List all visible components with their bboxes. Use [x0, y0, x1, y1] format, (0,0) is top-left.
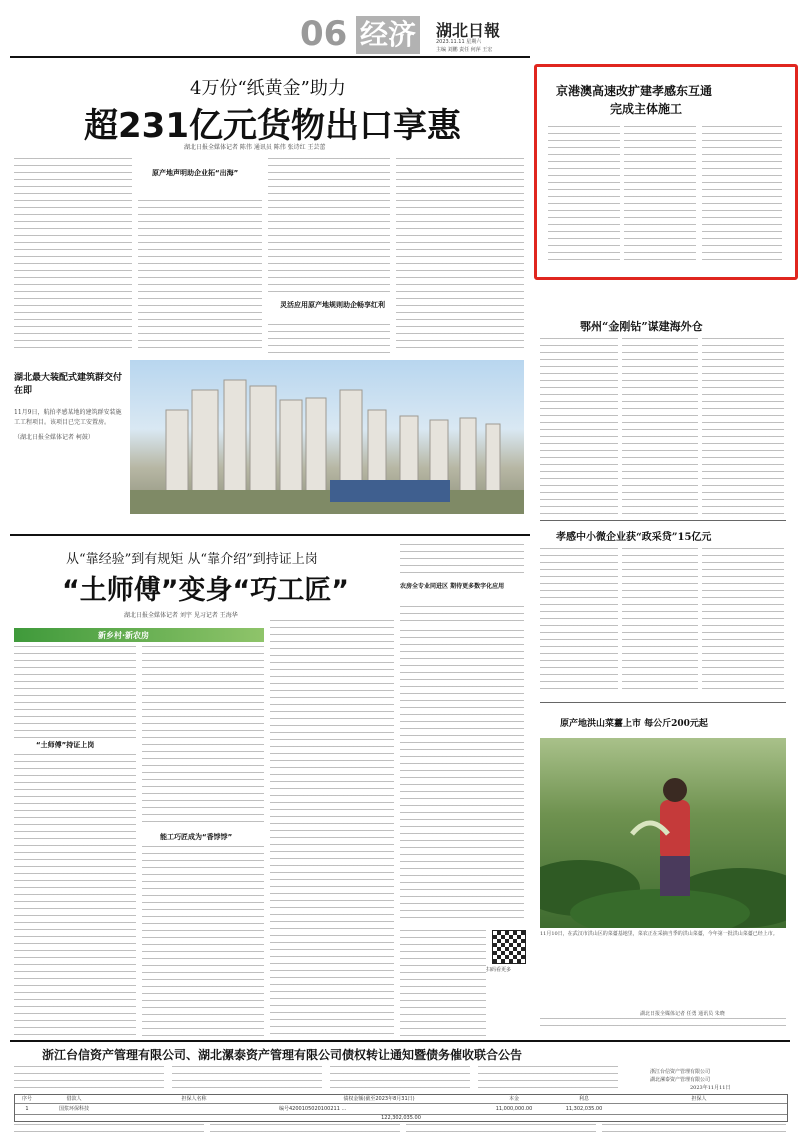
boxed-story-title-1: 京港澳高速改扩建孝感东互通	[556, 84, 713, 98]
notice-closing-right: 湖北漯泰资产管理有限公司	[650, 1077, 711, 1083]
boxed-story-col-1	[548, 126, 620, 266]
td-5: 11,000,000.00	[495, 1106, 533, 1112]
column-banner-label: 新乡村·新农房	[98, 631, 150, 640]
td-2: 国浆环保科技	[58, 1106, 89, 1112]
feature-subhead-1: “土师傅”持证上岗	[36, 741, 95, 749]
lead-col-4	[396, 158, 524, 354]
market-photo	[540, 738, 786, 928]
xiaogan-col-1	[540, 548, 618, 694]
boxed-story-title-2: 完成主体施工	[610, 102, 683, 116]
photo-caption-title: 湖北最大装配式建筑群交付在即	[14, 373, 123, 396]
notice-table	[14, 1094, 788, 1122]
xiaogan-col-2	[622, 548, 698, 694]
lead-title: 超231亿元货物出口享惠	[84, 106, 461, 146]
feature-col-4	[400, 630, 524, 924]
notice-footer-2	[210, 1124, 400, 1138]
feature-right-col-a	[400, 606, 524, 626]
td-6: 11,302,035.00	[565, 1106, 603, 1112]
xiaogan-col-3	[702, 548, 784, 694]
th-7: 担保人	[691, 1096, 707, 1102]
notice-footer-1	[14, 1124, 204, 1138]
lead-col-1	[14, 158, 132, 354]
lead-col-2	[138, 200, 262, 354]
notice-date: 2023年11月11日	[690, 1085, 731, 1091]
masthead-rule	[10, 56, 530, 58]
ezhou-title: 鄂州“金刚钻”谋建海外仓	[580, 320, 703, 333]
notice-footer-3	[406, 1124, 596, 1138]
th-5: 本金	[508, 1096, 519, 1102]
buildings-photo	[130, 360, 524, 514]
td-1: 1	[25, 1106, 29, 1112]
lead-box-1: 原产地声明助企业拓“出海”	[152, 169, 239, 177]
market-title: 原产地洪山菜薹上市 每公斤200元起	[560, 719, 708, 729]
notice-body-2	[172, 1066, 322, 1092]
divider-xiaogan	[540, 520, 786, 521]
market-credit: 湖北日报全媒体记者 任勇 通讯员 朱晓	[640, 1011, 725, 1017]
th-6: 利息	[578, 1096, 589, 1102]
feature-kicker: 从“靠经验”到有规矩 从“靠介绍”到持证上岗	[66, 552, 318, 567]
feature-col-4b	[400, 930, 486, 1036]
farmer-illustration	[540, 738, 786, 928]
notice-body-1	[14, 1066, 164, 1092]
th-3: 担保人名称	[181, 1096, 207, 1102]
feature-title: “土师傅”变身“巧工匠”	[62, 575, 349, 606]
feature-col-3	[270, 620, 394, 1036]
feature-top-col	[400, 544, 524, 574]
table-total: 122,302,035.00	[381, 1115, 421, 1121]
feature-col-1b	[14, 754, 136, 1036]
notice-table-header	[15, 1095, 787, 1104]
boxed-story-col-3	[702, 126, 782, 266]
lead-kicker: 4万份“纸黄金”助力	[190, 78, 346, 99]
td-3	[109, 1104, 279, 1114]
column-banner	[14, 628, 264, 642]
qr-code[interactable]	[492, 930, 526, 964]
paper-logo: 湖北日報	[436, 21, 501, 40]
table-row	[15, 1104, 787, 1115]
ezhou-col-1	[540, 338, 618, 514]
lead-byline: 湖北日报全媒体记者 陈伟 通讯员 陈伟 张诗红 王芸蕾	[184, 144, 326, 151]
market-bottom-text	[540, 1018, 786, 1032]
th-4: 债权金额(截至2023年8月31日)	[343, 1096, 415, 1102]
th-2: 借款人	[66, 1096, 82, 1102]
ezhou-col-2	[622, 338, 698, 514]
feature-byline: 湖北日报全媒体记者 刘宇 见习记者 王海华	[124, 612, 238, 619]
td-7	[619, 1104, 779, 1114]
photo-caption-box	[14, 372, 122, 514]
photo-caption-text: 11月9日，航拍孝感某地的建筑群安装施工工程项目。该项目已完工安置房。	[14, 409, 122, 426]
ezhou-col-3	[702, 338, 784, 514]
divider-feature	[10, 534, 530, 536]
notice-closing-left: 浙江台信资产管理有限公司	[650, 1069, 711, 1075]
td-4: 编号4200105020100211 ...	[279, 1106, 347, 1112]
qr-label: 扫码看更多	[486, 967, 512, 973]
page-number: 06	[300, 14, 348, 54]
feature-subhead-2: 能工巧匠成为“香饽饽”	[160, 833, 233, 841]
notice-body-3	[330, 1066, 470, 1092]
lead-col-3	[268, 158, 390, 294]
feature-col-1	[14, 646, 136, 740]
notice-top-rule	[10, 1040, 790, 1042]
masthead	[0, 0, 800, 52]
divider-market	[540, 702, 786, 703]
photo-credit: （湖北日报全媒体记者 柯鼓）	[14, 434, 94, 441]
th-1: 序号	[21, 1096, 32, 1102]
feature-box-heading: 农房全专业同进区 期待更多数字化应用	[400, 583, 505, 590]
lead-box-2: 灵活应用原产地规则助企畅享红利	[280, 301, 385, 309]
editors-line: 主编 刘鹏 责任 何萍 王宏	[436, 47, 493, 53]
notice-footer-4	[602, 1124, 786, 1138]
feature-col-2	[142, 646, 264, 826]
boxed-story-col-2	[624, 126, 696, 266]
issue-date: 2023.11.11 星期六	[436, 39, 482, 45]
feature-col-2b	[142, 846, 264, 1036]
buildings-illustration	[130, 360, 524, 514]
notice-title: 浙江台信资产管理有限公司、湖北漯泰资产管理有限公司债权转让通知暨债务催收联合公告	[42, 1048, 523, 1062]
section-label: 经济	[356, 16, 420, 54]
market-caption: 11月10日，在武汉市洪山区的菜薹基地里，菜农正在采摘当季的洪山菜薹，今年第一批洪山菜薹已经上市。	[540, 931, 778, 937]
xiaogan-title: 孝感中小微企业获“政采贷”15亿元	[556, 532, 712, 543]
notice-body-4	[478, 1066, 618, 1092]
lead-col-3b	[268, 324, 390, 354]
